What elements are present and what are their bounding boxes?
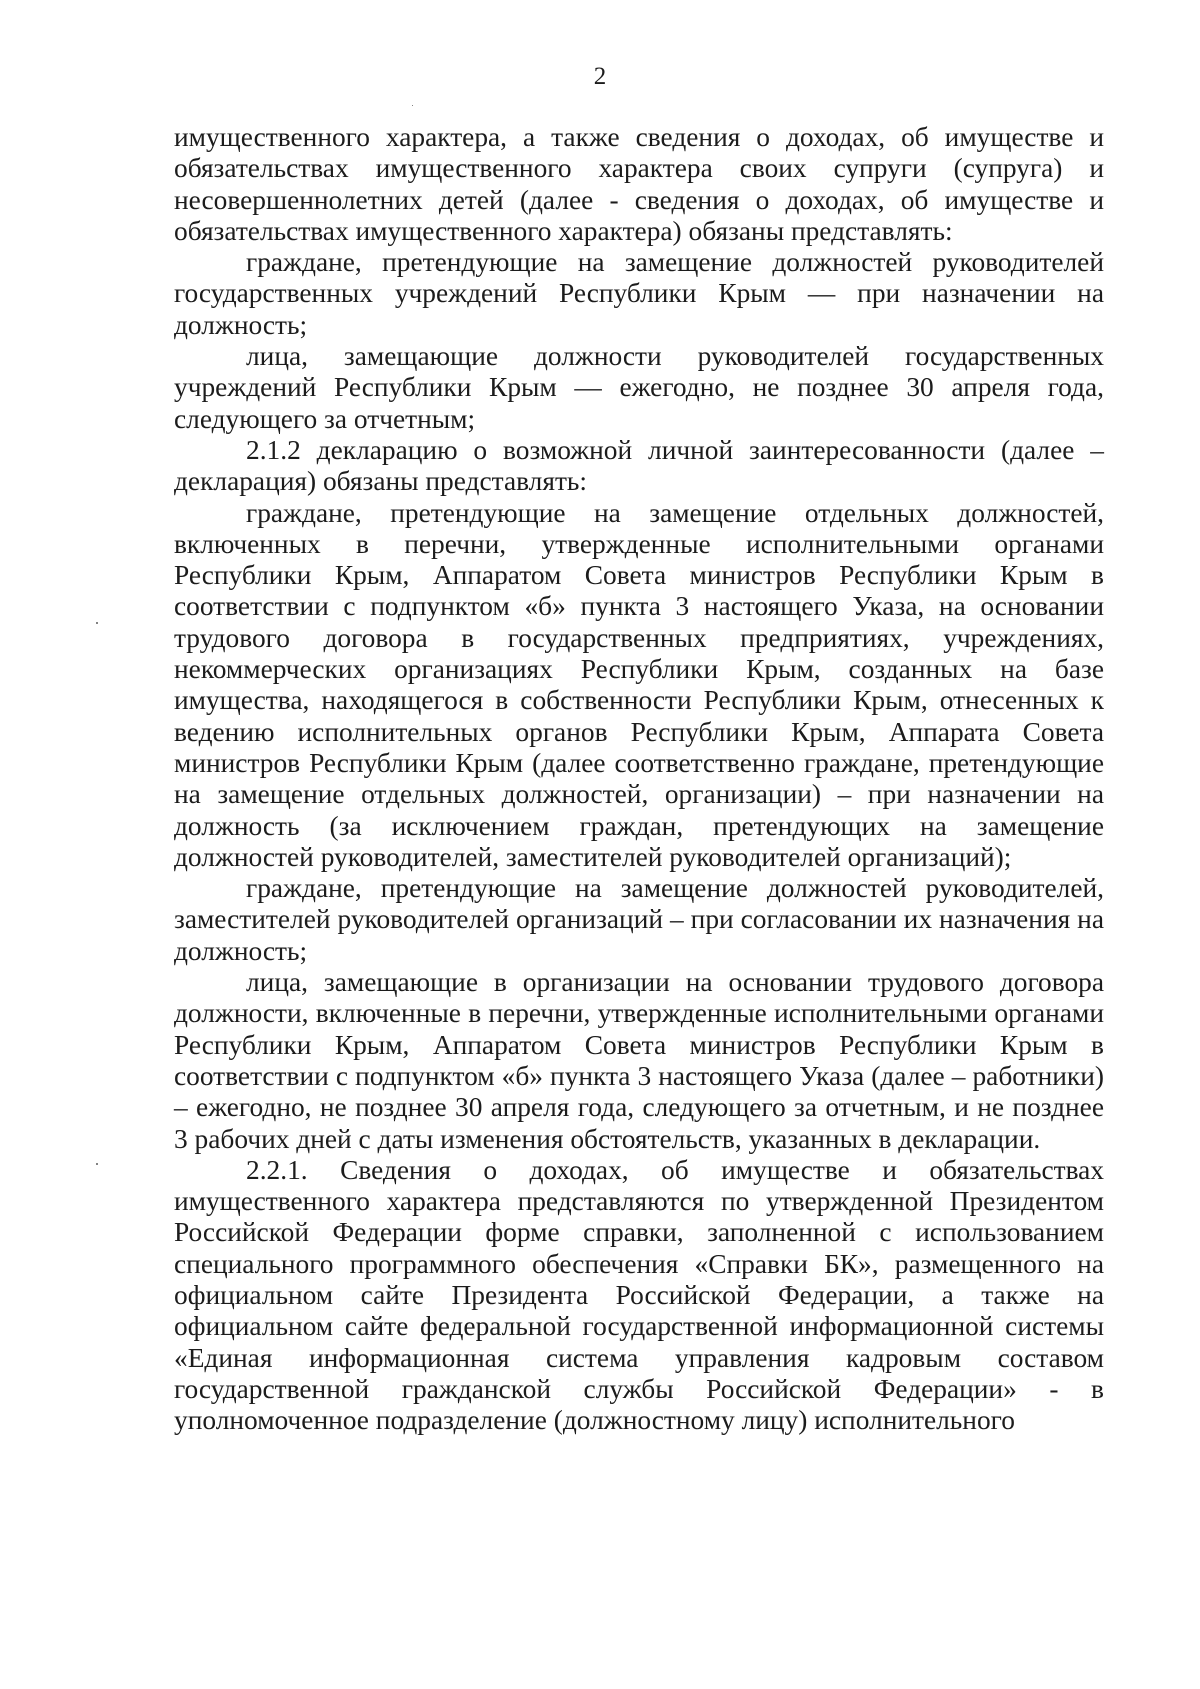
scan-speck [412, 105, 413, 106]
scan-speck [96, 622, 98, 624]
paragraph: 2.2.1. Сведения о доходах, об имуществе и обязательствах имущественного характера представляются по утвержденной Президентом Российской Федерации форме справки, заполненной с использованием специального программного обеспечения «Справки БК», размещенного на официальном сайте Президента Российской Федерации, а также на официальном сайте федеральной государственной информационной системы «Единая информационная система управления кадровым составом государственной гражданской службы Российской Федерации» - в уполномоченное подразделение (должностному лицу) исполнительного [174, 1154, 1104, 1436]
paragraph: 2.1.2 декларацию о возможной личной заинтересованности (далее – декларация) обязаны представлять: [174, 434, 1104, 497]
paragraph: имущественного характера, а также сведения о доходах, об имуществе и обязательствах имущественного характера своих супруги (супруга) и несовершеннолетних детей (далее - сведения о доходах, об имуществе и обязательствах имущественного характера) обязаны представлять: [174, 122, 1104, 246]
paragraph: лица, замещающие в организации на основании трудового договора должности, включенные в перечни, утвержденные исполнительными органами Республики Крым, Аппаратом Совета министров Республики Крым в соответствии с подпунктом «б» пункта 3 настоящего Указа (далее – работники) – ежегодно, не позднее 30 апреля года, следующего за отчетным, и не позднее 3 рабочих дней с даты изменения обстоятельств, указанных в декларации. [174, 967, 1104, 1154]
page-number: 2 [593, 63, 607, 90]
scan-speck [96, 1163, 98, 1165]
document-body [174, 122, 1104, 1436]
paragraph: граждане, претендующие на замещение отдельных должностей, включенных в перечни, утвержденные исполнительными органами Республики Крым, Аппаратом Совета министров Республики Крым в соответствии с подпунктом «б» пункта 3 настоящего Указа, на основании трудового договора в государственных предприятиях, учреждениях, некоммерческих организациях Республики Крым, созданных на базе имущества, находящегося в собственности Республики Крым, отнесенных к ведению исполнительных органов Республики Крым, Аппарата Совета министров Республики Крым (далее соответственно граждане, претендующие на замещение отдельных должностей, организации) – при назначении на должность (за исключением граждан, претендующих на замещение должностей руководителей, заместителей руководителей организаций); [174, 497, 1104, 872]
paragraph: лица, замещающие должности руководителей государственных учреждений Республики Крым — ежегодно, не позднее 30 апреля года, следующего за отчетным; [174, 341, 1104, 434]
paragraph: граждане, претендующие на замещение должностей руководителей государственных учреждений Республики Крым — при назначении на должность; [174, 247, 1104, 340]
paragraph: граждане, претендующие на замещение должностей руководителей, заместителей руководителей организаций – при согласовании их назначения на должность; [174, 873, 1104, 966]
